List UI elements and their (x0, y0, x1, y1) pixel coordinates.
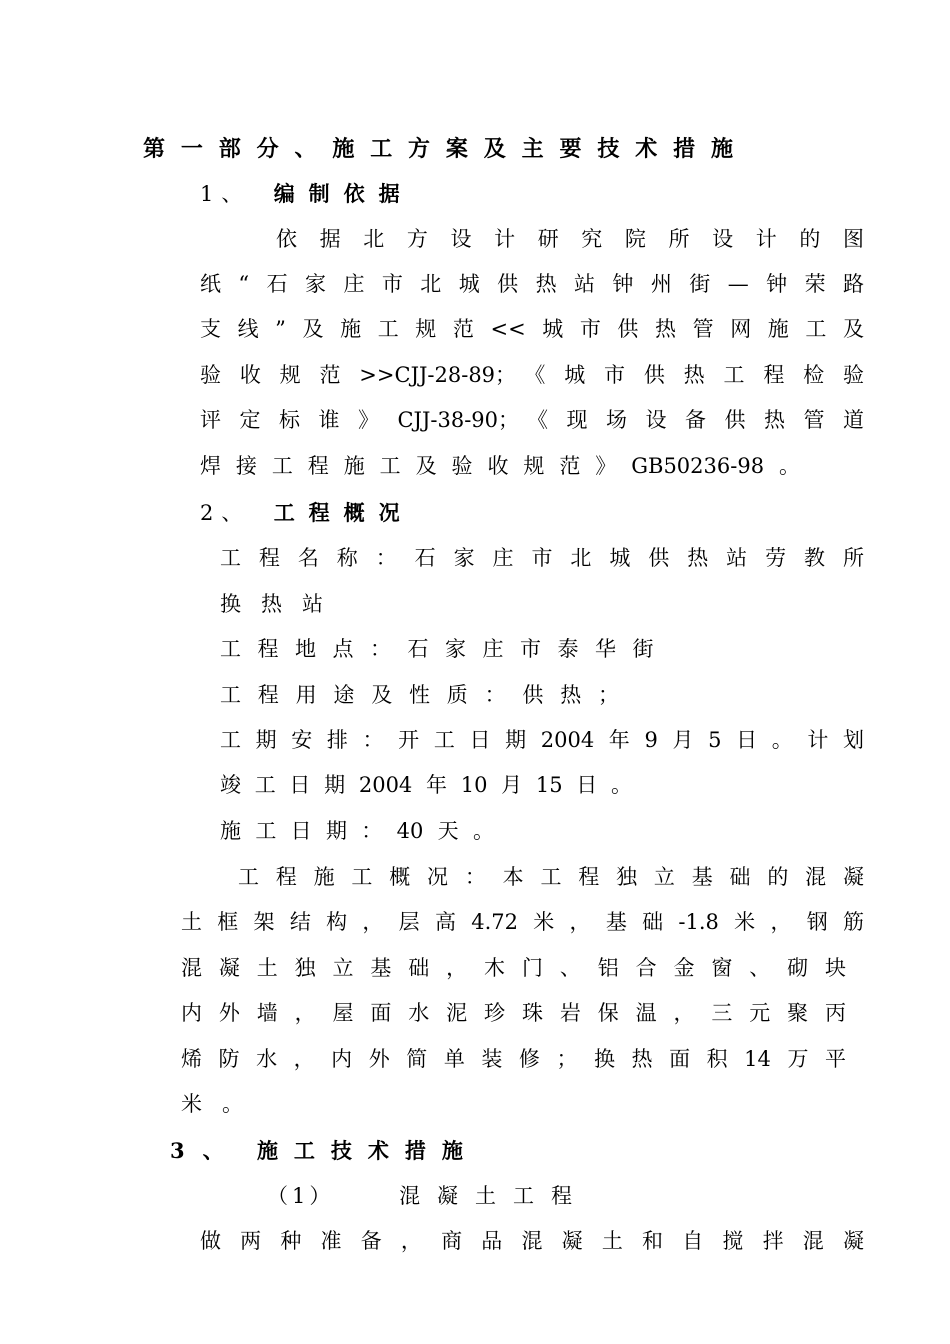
document-title: 第一部分、施工方案及主要技术措施 (143, 136, 733, 162)
sec1-line-5: 评定标谁》CJJ-38-90；《现场设备供热管道 (200, 408, 864, 432)
subsection-1-heading (267, 1186, 589, 1207)
section-2-number: 2、 (200, 501, 251, 525)
project-usage: 工程用途及性质：供热； (220, 683, 636, 707)
duration: 施工日期：40天。 (220, 819, 494, 843)
schedule-line-1: 工期安排：开工日期2004年9月5日。计划 (220, 728, 864, 752)
overview-line-3: 混凝土独立基础，木门、铝合金窗、砌块 (181, 956, 846, 980)
section-1-title: 编制依据 (273, 181, 414, 206)
project-location: 工程地点：石家庄市泰华街 (220, 637, 670, 661)
overview-line-6: 米。 (181, 1092, 263, 1116)
sec1-line-1: 依据北方设计研究院所设计的图 (276, 227, 864, 251)
section-1-heading (200, 183, 414, 205)
sec1-line-3: 支线”及施工规范<<城市供热管网施工及 (200, 317, 864, 341)
section-2-title: 工程概况 (273, 500, 414, 525)
section-1-number: 1、 (200, 182, 251, 206)
sec1-line-6: 焊接工程施工及验收规范》GB50236-98。 (200, 454, 800, 478)
subsection-1-number: （1） (267, 1184, 335, 1208)
sec1-line-2: 纸“石家庄市北城供热站钟州街—钟荣路 (200, 272, 864, 296)
sec1-line-4: 验收规范>>CJJ-28-89；《城市供热工程检验 (200, 363, 864, 387)
overview-line-5: 烯防水，内外简单装修；换热面积14万平 (181, 1047, 846, 1071)
subsection-1-title: 混凝土工程 (399, 1184, 590, 1208)
section-3-heading (170, 1140, 479, 1161)
section-3-title: 施工技术措施 (256, 1138, 479, 1163)
overview-line-4: 内外墙，屋面水泥珍珠岩保温，三元聚丙 (181, 1001, 846, 1025)
section-3-number: 3、 (170, 1138, 242, 1163)
concrete-line-1: 做两种准备，商品混凝土和自搅拌混凝 (200, 1229, 864, 1253)
overview-line-1: 工程施工概况：本工程独立基础的混凝 (238, 865, 864, 889)
project-name-line-2: 换热站 (220, 592, 343, 616)
schedule-line-2: 竣工日期2004年10月15日。 (220, 773, 632, 797)
overview-line-2: 土框架结构，层高4.72米，基础-1.8米，钢筋 (181, 910, 864, 934)
project-name-line-1: 工程名称：石家庄市北城供热站劳教所 (220, 546, 864, 570)
section-2-heading (200, 502, 414, 524)
